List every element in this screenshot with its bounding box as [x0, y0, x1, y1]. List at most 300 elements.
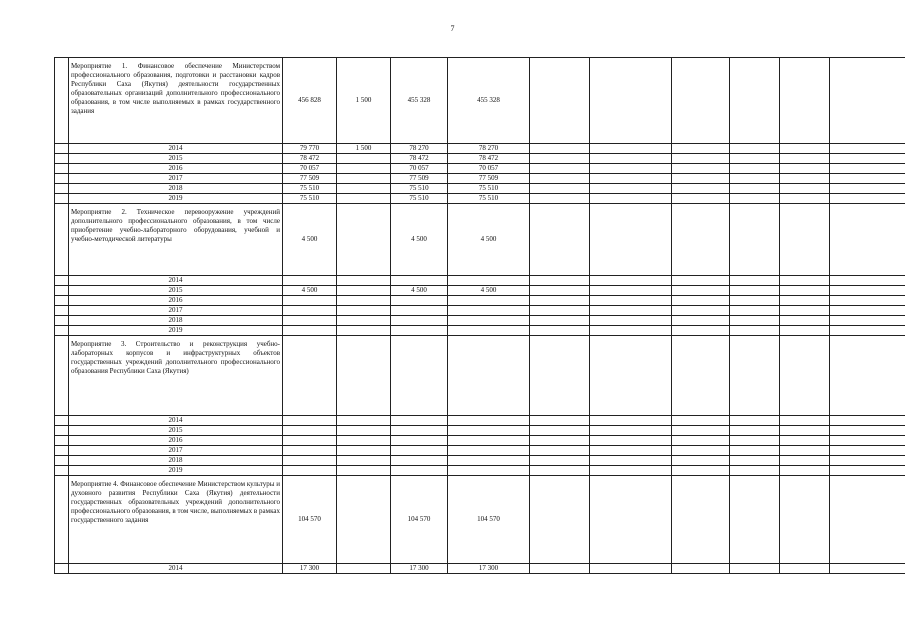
amount-cell: 70 057 [448, 164, 530, 174]
empty-cell [830, 416, 905, 426]
empty-cell [590, 446, 672, 456]
amount-cell: 78 270 [448, 144, 530, 154]
empty-cell [672, 426, 730, 436]
empty-cell [730, 306, 780, 316]
amount-cell [391, 446, 448, 456]
amount-cell [337, 426, 391, 436]
empty-cell [780, 456, 830, 466]
empty-cell [672, 164, 730, 174]
empty-cell [830, 456, 905, 466]
empty-cell [780, 416, 830, 426]
empty-cell [780, 58, 830, 144]
empty-cell [672, 436, 730, 446]
year-row [55, 194, 905, 204]
amount-cell [337, 194, 391, 204]
amount-cell: 78 472 [391, 154, 448, 164]
empty-cell [780, 286, 830, 296]
year-cell: 2019 [69, 466, 283, 476]
amount-cell: 4 500 [448, 204, 530, 276]
amount-cell: 456 828 [283, 58, 337, 144]
amount-cell [391, 296, 448, 306]
amount-cell [337, 466, 391, 476]
index-cell [55, 296, 69, 306]
year-cell: 2017 [69, 174, 283, 184]
empty-cell [830, 184, 905, 194]
index-cell [55, 336, 69, 416]
empty-cell [590, 476, 672, 564]
empty-cell [590, 326, 672, 336]
empty-cell [530, 316, 590, 326]
year-row [55, 184, 905, 194]
activity-row [55, 336, 905, 416]
year-cell: 2014 [69, 144, 283, 154]
empty-cell [830, 436, 905, 446]
empty-cell [590, 184, 672, 194]
empty-cell [830, 164, 905, 174]
empty-cell [590, 286, 672, 296]
year-cell: 2018 [69, 456, 283, 466]
amount-cell: 77 509 [391, 174, 448, 184]
empty-cell [590, 144, 672, 154]
year-row [55, 426, 905, 436]
empty-cell [730, 416, 780, 426]
empty-cell [530, 436, 590, 446]
empty-cell [830, 296, 905, 306]
activity-title: Мероприятие 4. Финансовое обеспечение Министерством культуры и духовного развития Республики Саха (Якутия) деятельности государственных образовательных учреждений дополнительного профессионального образования, в том числе, выполняемых в рамках государственного задания [69, 476, 283, 564]
year-cell: 2017 [69, 446, 283, 456]
amount-cell: 75 510 [391, 194, 448, 204]
empty-cell [780, 296, 830, 306]
amount-cell [448, 456, 530, 466]
empty-cell [780, 466, 830, 476]
amount-cell: 4 500 [391, 204, 448, 276]
amount-cell: 455 328 [448, 58, 530, 144]
year-row [55, 316, 905, 326]
amount-cell: 17 300 [391, 564, 448, 574]
year-row [55, 446, 905, 456]
empty-cell [672, 336, 730, 416]
empty-cell [830, 446, 905, 456]
index-cell [55, 276, 69, 286]
empty-cell [530, 466, 590, 476]
empty-cell [530, 426, 590, 436]
index-cell [55, 204, 69, 276]
empty-cell [730, 286, 780, 296]
index-cell [55, 164, 69, 174]
amount-cell [391, 456, 448, 466]
amount-cell: 77 509 [283, 174, 337, 184]
amount-cell [283, 336, 337, 416]
amount-cell [448, 336, 530, 416]
amount-cell [337, 164, 391, 174]
empty-cell [530, 58, 590, 144]
empty-cell [672, 564, 730, 574]
year-cell: 2019 [69, 194, 283, 204]
amount-cell [337, 416, 391, 426]
year-cell: 2017 [69, 306, 283, 316]
amount-cell [283, 416, 337, 426]
empty-cell [672, 316, 730, 326]
activity-row [55, 476, 905, 564]
empty-cell [672, 326, 730, 336]
empty-cell [530, 416, 590, 426]
amount-cell: 17 300 [448, 564, 530, 574]
amount-cell [448, 326, 530, 336]
year-cell: 2014 [69, 416, 283, 426]
year-cell: 2014 [69, 276, 283, 286]
empty-cell [780, 476, 830, 564]
amount-cell [448, 446, 530, 456]
empty-cell [830, 336, 905, 416]
year-cell: 2015 [69, 154, 283, 164]
empty-cell [730, 58, 780, 144]
index-cell [55, 416, 69, 426]
amount-cell: 70 057 [283, 164, 337, 174]
year-row [55, 326, 905, 336]
empty-cell [530, 336, 590, 416]
empty-cell [830, 154, 905, 164]
amount-cell [283, 306, 337, 316]
empty-cell [780, 564, 830, 574]
empty-cell [672, 476, 730, 564]
amount-cell [448, 466, 530, 476]
empty-cell [830, 194, 905, 204]
amount-cell [448, 436, 530, 446]
year-row [55, 164, 905, 174]
amount-cell [448, 296, 530, 306]
year-cell: 2016 [69, 164, 283, 174]
amount-cell [337, 436, 391, 446]
amount-cell [283, 466, 337, 476]
amount-cell: 1 500 [337, 144, 391, 154]
empty-cell [672, 416, 730, 426]
amount-cell [391, 306, 448, 316]
empty-cell [672, 296, 730, 306]
year-row [55, 456, 905, 466]
empty-cell [672, 154, 730, 164]
empty-cell [590, 276, 672, 286]
empty-cell [730, 144, 780, 154]
empty-cell [730, 194, 780, 204]
empty-cell [730, 476, 780, 564]
empty-cell [672, 286, 730, 296]
amount-cell [337, 306, 391, 316]
amount-cell [337, 316, 391, 326]
empty-cell [830, 144, 905, 154]
amount-cell [337, 456, 391, 466]
empty-cell [590, 306, 672, 316]
empty-cell [780, 326, 830, 336]
amount-cell [391, 426, 448, 436]
index-cell [55, 144, 69, 154]
amount-cell [337, 184, 391, 194]
empty-cell [730, 426, 780, 436]
empty-cell [590, 416, 672, 426]
amount-cell [337, 286, 391, 296]
empty-cell [730, 316, 780, 326]
year-row [55, 174, 905, 184]
amount-cell [283, 436, 337, 446]
empty-cell [780, 336, 830, 416]
empty-cell [830, 174, 905, 184]
empty-cell [590, 436, 672, 446]
amount-cell: 104 570 [283, 476, 337, 564]
amount-cell [391, 466, 448, 476]
amount-cell [283, 316, 337, 326]
amount-cell [337, 446, 391, 456]
empty-cell [780, 436, 830, 446]
amount-cell: 455 328 [391, 58, 448, 144]
year-cell: 2015 [69, 426, 283, 436]
amount-cell: 4 500 [283, 204, 337, 276]
empty-cell [830, 276, 905, 286]
amount-cell: 104 570 [448, 476, 530, 564]
activity-row [55, 204, 905, 276]
amount-cell [283, 446, 337, 456]
empty-cell [590, 164, 672, 174]
empty-cell [730, 436, 780, 446]
empty-cell [780, 446, 830, 456]
amount-cell [337, 564, 391, 574]
empty-cell [530, 446, 590, 456]
amount-cell [337, 204, 391, 276]
amount-cell [337, 296, 391, 306]
empty-cell [590, 316, 672, 326]
empty-cell [730, 164, 780, 174]
empty-cell [830, 426, 905, 436]
amount-cell: 75 510 [448, 184, 530, 194]
table-body [55, 58, 905, 574]
amount-cell [337, 336, 391, 416]
empty-cell [780, 154, 830, 164]
amount-cell [283, 326, 337, 336]
amount-cell [283, 296, 337, 306]
empty-cell [780, 306, 830, 316]
amount-cell [448, 416, 530, 426]
amount-cell [391, 416, 448, 426]
empty-cell [590, 466, 672, 476]
index-cell [55, 436, 69, 446]
amount-cell [391, 336, 448, 416]
year-row [55, 154, 905, 164]
empty-cell [830, 204, 905, 276]
activity-title: Мероприятие 2. Техническое перевооружение учреждений дополнительного профессионального образования, в том числе приобретение учебно-лабораторного оборудования, учебной и учебно-методической литературы [69, 204, 283, 276]
empty-cell [780, 164, 830, 174]
empty-cell [830, 326, 905, 336]
index-cell [55, 174, 69, 184]
empty-cell [730, 326, 780, 336]
empty-cell [780, 144, 830, 154]
activity-row [55, 58, 905, 144]
year-row [55, 306, 905, 316]
empty-cell [672, 58, 730, 144]
empty-cell [672, 184, 730, 194]
amount-cell: 4 500 [448, 286, 530, 296]
empty-cell [730, 204, 780, 276]
amount-cell [391, 436, 448, 446]
amount-cell: 78 270 [391, 144, 448, 154]
amount-cell: 70 057 [391, 164, 448, 174]
amount-cell: 1 500 [337, 58, 391, 144]
amount-cell: 75 510 [391, 184, 448, 194]
amount-cell: 4 500 [283, 286, 337, 296]
empty-cell [730, 154, 780, 164]
amount-cell [337, 154, 391, 164]
empty-cell [590, 426, 672, 436]
amount-cell [448, 426, 530, 436]
empty-cell [830, 466, 905, 476]
empty-cell [590, 58, 672, 144]
year-row [55, 564, 905, 574]
empty-cell [530, 276, 590, 286]
amount-cell [391, 276, 448, 286]
year-row [55, 286, 905, 296]
empty-cell [590, 204, 672, 276]
year-row [55, 296, 905, 306]
year-row [55, 466, 905, 476]
empty-cell [530, 564, 590, 574]
empty-cell [730, 174, 780, 184]
year-cell: 2015 [69, 286, 283, 296]
amount-cell [448, 306, 530, 316]
empty-cell [530, 296, 590, 306]
empty-cell [590, 194, 672, 204]
empty-cell [590, 336, 672, 416]
year-row [55, 416, 905, 426]
index-cell [55, 286, 69, 296]
amount-cell: 78 472 [283, 154, 337, 164]
amount-cell: 79 770 [283, 144, 337, 154]
empty-cell [780, 174, 830, 184]
empty-cell [530, 164, 590, 174]
index-cell [55, 446, 69, 456]
activity-title: Мероприятие 1. Финансовое обеспечение Министерством профессионального образования, подготовки и расстановки кадров Республики Саха (Якутия) деятельности государственных образовательных организаций дополнительного профессионального образования, в том числе выполняемых в рамках государственного задания [69, 58, 283, 144]
index-cell [55, 316, 69, 326]
empty-cell [830, 564, 905, 574]
year-cell: 2016 [69, 296, 283, 306]
empty-cell [530, 306, 590, 316]
empty-cell [780, 194, 830, 204]
index-cell [55, 476, 69, 564]
index-cell [55, 326, 69, 336]
empty-cell [530, 154, 590, 164]
year-cell: 2014 [69, 564, 283, 574]
empty-cell [830, 316, 905, 326]
empty-cell [730, 336, 780, 416]
amount-cell [391, 326, 448, 336]
empty-cell [530, 204, 590, 276]
empty-cell [780, 426, 830, 436]
index-cell [55, 456, 69, 466]
year-row [55, 276, 905, 286]
empty-cell [672, 466, 730, 476]
index-cell [55, 564, 69, 574]
amount-cell: 75 510 [448, 194, 530, 204]
amount-cell [448, 276, 530, 286]
empty-cell [530, 476, 590, 564]
empty-cell [590, 154, 672, 164]
year-row [55, 144, 905, 154]
empty-cell [780, 204, 830, 276]
empty-cell [590, 456, 672, 466]
year-cell: 2019 [69, 326, 283, 336]
empty-cell [530, 456, 590, 466]
amount-cell [283, 276, 337, 286]
empty-cell [730, 564, 780, 574]
empty-cell [780, 184, 830, 194]
empty-cell [672, 144, 730, 154]
empty-cell [590, 174, 672, 184]
amount-cell: 75 510 [283, 194, 337, 204]
index-cell [55, 184, 69, 194]
index-cell [55, 306, 69, 316]
empty-cell [672, 456, 730, 466]
amount-cell [337, 476, 391, 564]
year-cell: 2018 [69, 184, 283, 194]
page-number: 7 [450, 24, 455, 33]
empty-cell [530, 174, 590, 184]
empty-cell [830, 476, 905, 564]
index-cell [55, 466, 69, 476]
amount-cell [337, 326, 391, 336]
empty-cell [830, 286, 905, 296]
empty-cell [590, 296, 672, 306]
empty-cell [530, 286, 590, 296]
empty-cell [730, 296, 780, 306]
empty-cell [530, 184, 590, 194]
amount-cell: 78 472 [448, 154, 530, 164]
amount-cell [337, 276, 391, 286]
empty-cell [730, 456, 780, 466]
amount-cell [448, 316, 530, 326]
empty-cell [780, 316, 830, 326]
empty-cell [672, 446, 730, 456]
empty-cell [530, 144, 590, 154]
empty-cell [672, 306, 730, 316]
amount-cell [283, 426, 337, 436]
empty-cell [672, 204, 730, 276]
activity-title: Мероприятие 3. Строительство и реконструкция учебно-лабораторных корпусов и инфраструктурных объектов государственных учреждений дополнительного профессионального образования Республики Саха (Якутия) [69, 336, 283, 416]
empty-cell [830, 306, 905, 316]
amount-cell: 104 570 [391, 476, 448, 564]
empty-cell [730, 446, 780, 456]
amount-cell [283, 456, 337, 466]
empty-cell [730, 466, 780, 476]
amount-cell [391, 316, 448, 326]
empty-cell [590, 564, 672, 574]
empty-cell [830, 58, 905, 144]
index-cell [55, 194, 69, 204]
index-cell [55, 426, 69, 436]
empty-cell [780, 276, 830, 286]
index-cell [55, 58, 69, 144]
empty-cell [672, 276, 730, 286]
empty-cell [730, 276, 780, 286]
amount-cell [337, 174, 391, 184]
year-cell: 2016 [69, 436, 283, 446]
empty-cell [530, 194, 590, 204]
empty-cell [730, 184, 780, 194]
amount-cell: 77 509 [448, 174, 530, 184]
index-cell [55, 154, 69, 164]
empty-cell [530, 326, 590, 336]
budget-table [54, 57, 905, 574]
year-cell: 2018 [69, 316, 283, 326]
amount-cell: 17 300 [283, 564, 337, 574]
amount-cell: 4 500 [391, 286, 448, 296]
year-row [55, 436, 905, 446]
empty-cell [672, 194, 730, 204]
